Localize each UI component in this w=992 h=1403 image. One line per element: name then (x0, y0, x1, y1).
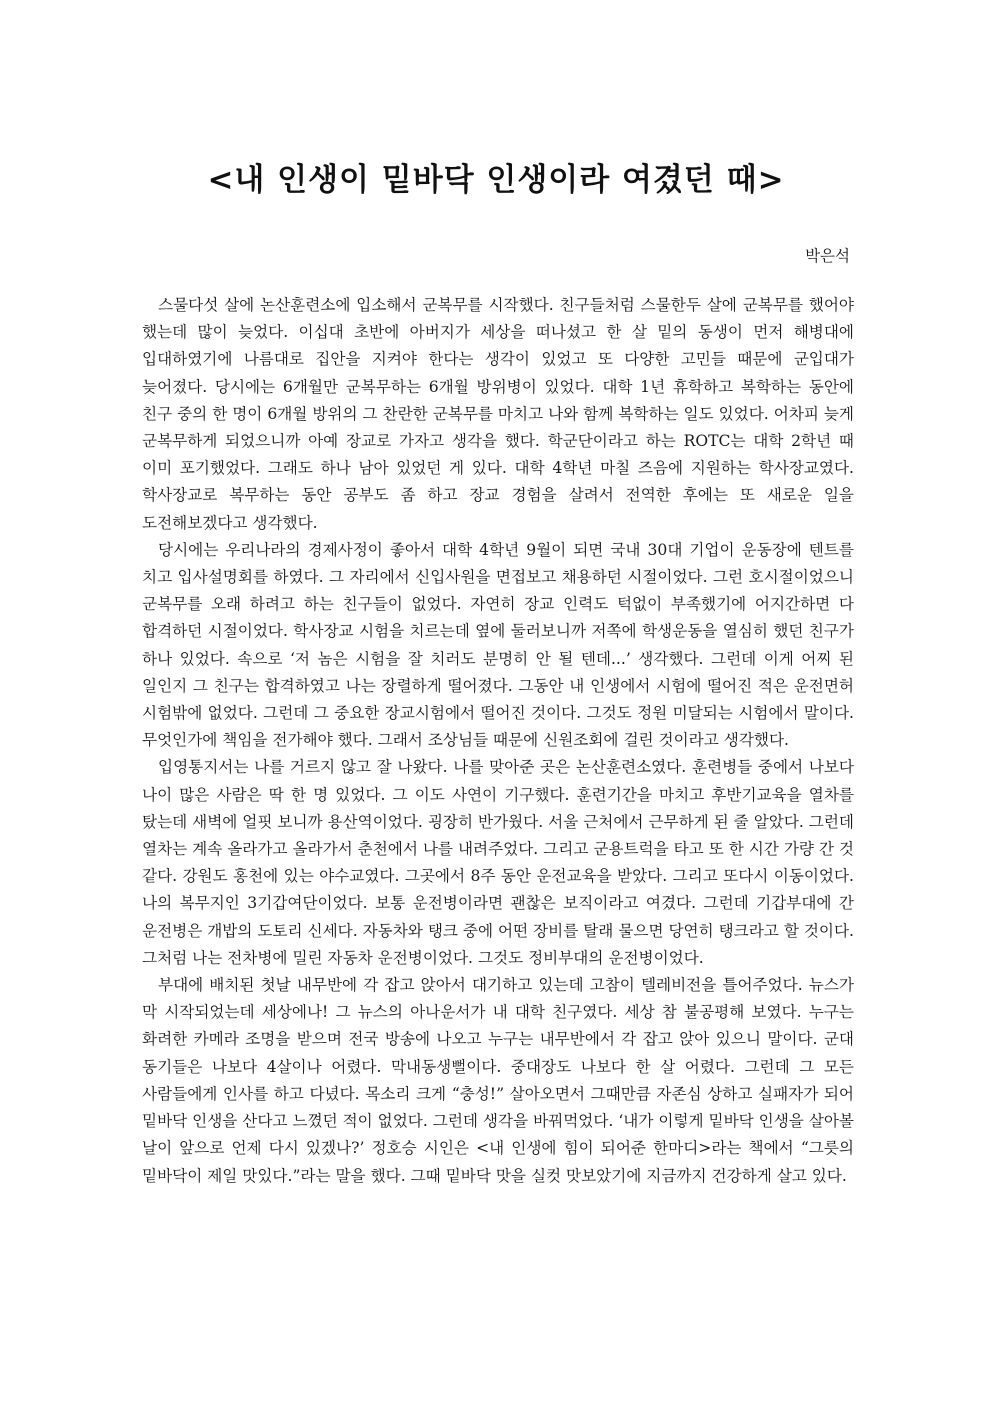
paragraph-1: 스물다섯 살에 논산훈련소에 입소해서 군복무를 시작했다. 친구들처럼 스물한두 살에 군복무를 했어야 했는데 많이 늦었다. 이십대 초반에 아버지가 세상을 떠나셨고 한 살 밑의 동생이 먼저 해병대에 입대하였기에 나름대로 집안을 지켜야 한다는 생각이 있었고 또 다양한 고민들 때문에 군입대가 늦어졌다. 당시에는 6개월만 군복무하는 6개월 방위병이 있었다. 대학 1년 휴학하고 복학하는 동안에 친구 중의 한 명이 6개월 방위의 그 찬란한 군복무를 마치고 나와 함께 복학하는 일도 있었다. 어차피 늦게 군복무하게 되었으니까 아예 장교로 가자고 생각을 했다. 학군단이라고 하는 ROTC는 대학 2학년 때 이미 포기했었다. 그래도 하나 남아 있었던 게 있다. 대학 4학년 마칠 즈음에 지원하는 학사장교였다. 학사장교로 복무하는 동안 공부도 좀 하고 장교 경험을 살려서 전역한 후에는 또 새로운 일을 도전해보겠다고 생각했다. (142, 296, 854, 532)
paragraph-3: 입영통지서는 나를 거르지 않고 잘 나왔다. 나를 맞아준 곳은 논산훈련소였다. 훈련병들 중에서 나보다 나이 많은 사람은 딱 한 명 있었다. 그 이도 사연이 기구했다. 훈련기간을 마치고 후반기교육을 열차를 탔는데 새벽에 얼핏 보니까 용산역이었다. 굉장히 반가웠다. 서울 근처에서 근무하게 된 줄 알았다. 그런데 열차는 계속 올라가고 올라가서 춘천에서 나를 내려주었다. 그리고 군용트럭을 타고 또 한 시간 가량 간 것 같다. 강원도 홍천에 있는 야수교였다. 그곳에서 8주 동안 운전교육을 받았다. 그리고 또다시 이동이었다. 나의 복무지인 3기갑여단이었다. 보통 운전병이라면 괜찮은 보직이라고 여겼다. 그런데 기갑부대에 간 운전병은 개밥의 도토리 신세다. 자동차와 탱크 중에 어떤 장비를 탈래 물으면 당연히 탱크라고 할 것이다. 그처럼 나는 전차병에 밀린 자동차 운전병이었다. 그것도 정비부대의 운전병이었다. (142, 758, 854, 967)
author-name: 박은석 (805, 247, 850, 265)
paragraph-4: 부대에 배치된 첫날 내무반에 각 잡고 앉아서 대기하고 있는데 고참이 텔레비전을 틀어주었다. 뉴스가 막 시작되었는데 세상에나! 그 뉴스의 아나운서가 내 대학 친구였다. 세상 참 불공평해 보였다. 누구는 화려한 카메라 조명을 받으며 전국 방송에 나오고 누구는 내무반에서 각 잡고 앉아 있으니 말이다. 군대 동기들은 나보다 4살이나 어렸다. 막내동생뻘이다. 중대장도 나보다 한 살 어렸다. 그런데 그 모든 사람들에게 인사를 하고 다녔다. 목소리 크게 “충성!” 살아오면서 그때만큼 자존심 상하고 실패자가 되어 밑바닥 인생을 산다고 느꼈던 적이 없었다. 그런데 생각을 바꿔먹었다. ‘내가 이렇게 밑바닥 인생을 살아볼 날이 앞으로 언제 다시 있겠나?’ 정호승 시인은 <내 인생에 힘이 되어준 한마디>라는 책에서 “그릇의 밑바닥이 제일 맛있다.”라는 말을 했다. 그때 밑바닥 맛을 실컷 맛보았기에 지금까지 건강하게 살고 있다. (142, 976, 854, 1185)
document-body (142, 292, 854, 1190)
paragraph-2: 당시에는 우리나라의 경제사정이 좋아서 대학 4학년 9월이 되면 국내 30대 기업이 운동장에 텐트를 치고 입사설명회를 하였다. 그 자리에서 신입사원을 면접보고 채용하던 시절이었다. 그런 호시절이었으니 군복무를 오래 하려고 하는 친구들이 없었다. 자연히 장교 인력도 턱없이 부족했기에 어지간하면 다 합격하던 시절이었다. 학사장교 시험을 치르는데 옆에 둘러보니까 저쪽에 학생운동을 열심히 했던 친구가 하나 있었다. 속으로 ‘저 놈은 시험을 잘 치러도 분명히 안 될 텐데...’ 생각했다. 그런데 이게 어찌 된 일인지 그 친구는 합격하였고 나는 장렬하게 떨어졌다. 그동안 내 인생에서 시험에 떨어진 적은 운전면허 시험밖에 없었다. 그런데 그 중요한 장교시험에서 떨어진 것이다. 그것도 정원 미달되는 시험에서 말이다. 무엇인가에 책임을 전가해야 했다. 그래서 조상님들 때문에 신원조회에 걸린 것이라고 생각했다. (142, 540, 854, 750)
document-title: <내 인생이 밑바닥 인생이라 여겼던 때> (207, 162, 785, 198)
